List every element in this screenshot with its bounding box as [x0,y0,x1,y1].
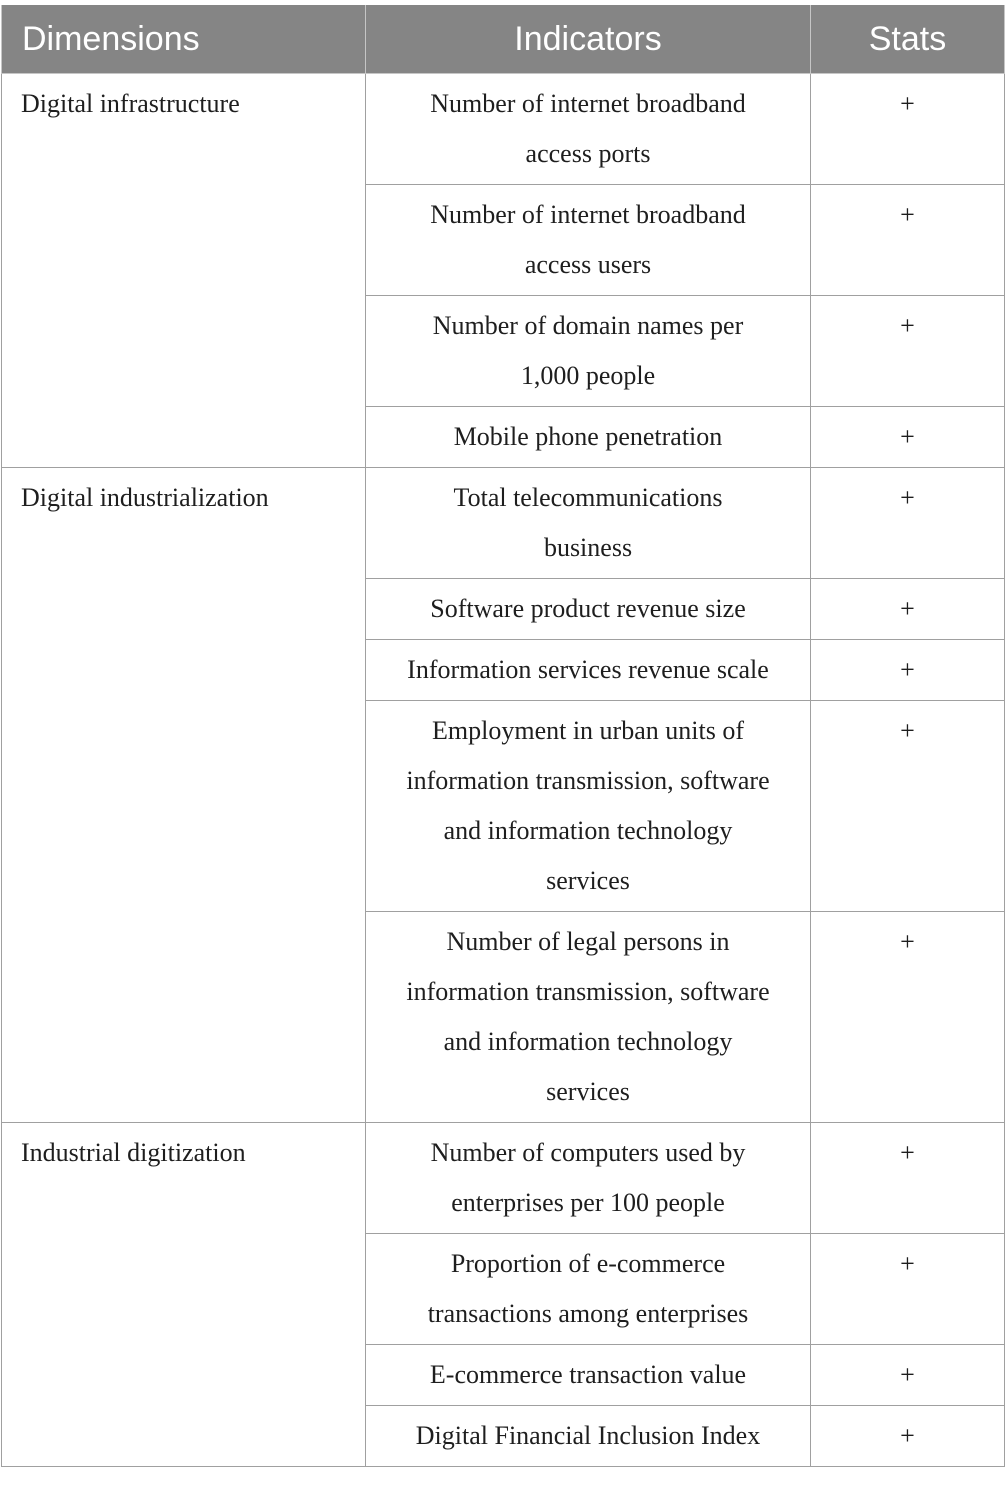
indicator-cell: Number of internet broadband access users [366,185,811,296]
stat-cell: + [811,468,1005,579]
indicator-cell: Number of domain names per 1,000 people [366,296,811,407]
stat-cell: + [811,701,1005,912]
stat-cell: + [811,1123,1005,1234]
indicator-cell: Proportion of e-commerce transactions among enterprises [366,1234,811,1345]
stat-cell: + [811,640,1005,701]
dimension-cell: Digital industrialization [2,468,366,1123]
indicator-cell: Software product revenue size [366,579,811,640]
stat-cell: + [811,407,1005,468]
stat-cell: + [811,185,1005,296]
stat-cell: + [811,579,1005,640]
dimension-cell: Digital infrastructure [2,74,366,468]
indicator-cell: Total telecommunications business [366,468,811,579]
indicator-table [1,5,1005,1467]
table-header [2,5,1005,74]
indicator-cell: Number of computers used by enterprises per 100 people [366,1123,811,1234]
table-row [2,1123,1005,1234]
indicator-cell: Employment in urban units of information transmission, software and information technology services [366,701,811,912]
indicator-cell: Mobile phone penetration [366,407,811,468]
header-dimensions: Dimensions [2,5,366,74]
indicator-cell: Information services revenue scale [366,640,811,701]
indicator-cell: E-commerce transaction value [366,1345,811,1406]
stat-cell: + [811,1345,1005,1406]
indicator-cell: Number of internet broadband access ports [366,74,811,185]
indicator-cell: Digital Financial Inclusion Index [366,1406,811,1467]
header-indicators: Indicators [366,5,811,74]
table-row [2,468,1005,579]
indicator-cell: Number of legal persons in information transmission, software and information technology services [366,912,811,1123]
table-body [2,74,1005,1467]
table-row [2,74,1005,185]
header-stats: Stats [811,5,1005,74]
stat-cell: + [811,74,1005,185]
stat-cell: + [811,1234,1005,1345]
header-row [2,5,1005,74]
stat-cell: + [811,912,1005,1123]
stat-cell: + [811,1406,1005,1467]
stat-cell: + [811,296,1005,407]
dimension-cell: Industrial digitization [2,1123,366,1467]
